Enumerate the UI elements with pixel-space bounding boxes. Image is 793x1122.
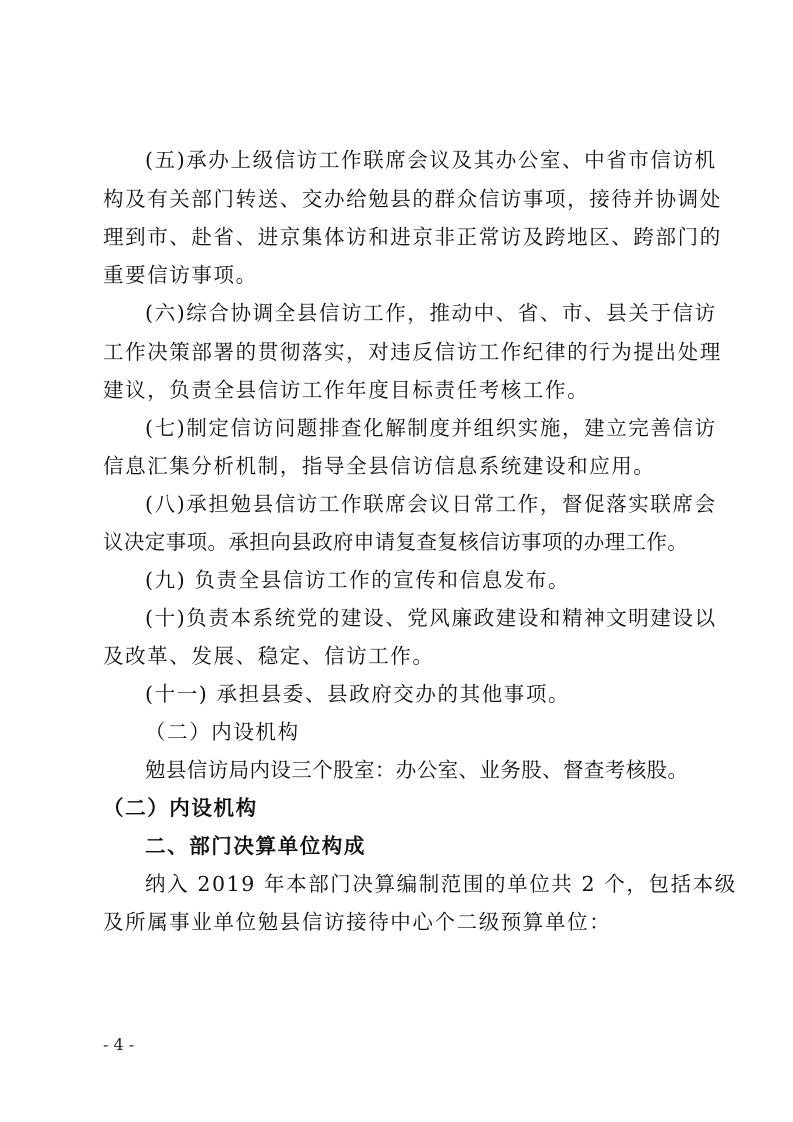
paragraph-5-line-1: (五)承办上级信访工作联席会议及其办公室、中省市信访机 — [145, 148, 717, 172]
paragraph-6-line-3: 建议，负责全县信访工作年度目标责任考核工作。 — [103, 378, 590, 402]
paragraph-6-line-1: (六)综合协调全县信访工作，推动中、省、市、县关于信访 — [145, 301, 717, 325]
paragraph-8-line-2: 议决定事项。承担向县政府申请复查复核信访事项的办理工作。 — [103, 530, 689, 554]
paragraph-8-line-1: (八)承担勉县信访工作联席会议日常工作，督促落实联席会 — [145, 492, 717, 516]
subheading-internal-units: （二）内设机构 — [145, 720, 300, 744]
paragraph-internal-units: 勉县信访局内设三个股室：办公室、业务股、督查考核股。 — [145, 758, 689, 782]
paragraph-10-line-1: (十)负责本系统党的建设、党风廉政建设和精神文明建设以 — [145, 606, 717, 630]
paragraph-5-line-3: 理到市、赴省、进京集体访和进京非正常访及跨地区、跨部门的 — [103, 225, 722, 249]
paragraph-6-line-2: 工作决策部署的贯彻落实，对违反信访工作纪律的行为提出处理 — [103, 340, 722, 364]
page-number: - 4 - — [103, 1035, 135, 1054]
paragraph-5-line-2: 构及有关部门转送、交办给勉县的群众信访事项，接待并协调处 — [103, 187, 722, 211]
heading-internal-units-bold: （二）内设机构 — [103, 796, 258, 820]
paragraph-11-line-1: (十一) 承担县委、县政府交办的其他事项。 — [145, 682, 571, 706]
paragraph-7-line-1: (七)制定信访问题排查化解制度并组织实施，建立完善信访 — [145, 416, 717, 440]
paragraph-7-line-2: 信息汇集分析机制，指导全县信访信息系统建设和应用。 — [103, 454, 656, 478]
paragraph-budget-line-2: 及所属事业单位勉县信访接待中心个二级预算单位： — [103, 910, 612, 934]
paragraph-budget-line-1: 纳入 2019 年本部门决算编制范围的单位共 2 个，包括本级 — [145, 872, 737, 896]
paragraph-5-line-4: 重要信访事项。 — [103, 263, 258, 287]
heading-budget-units: 二、部门决算单位构成 — [145, 834, 366, 858]
paragraph-10-line-2: 及改革、发展、稳定、信访工作。 — [103, 644, 435, 668]
paragraph-9-line-1: (九) 负责全县信访工作的宣传和信息发布。 — [145, 568, 571, 592]
